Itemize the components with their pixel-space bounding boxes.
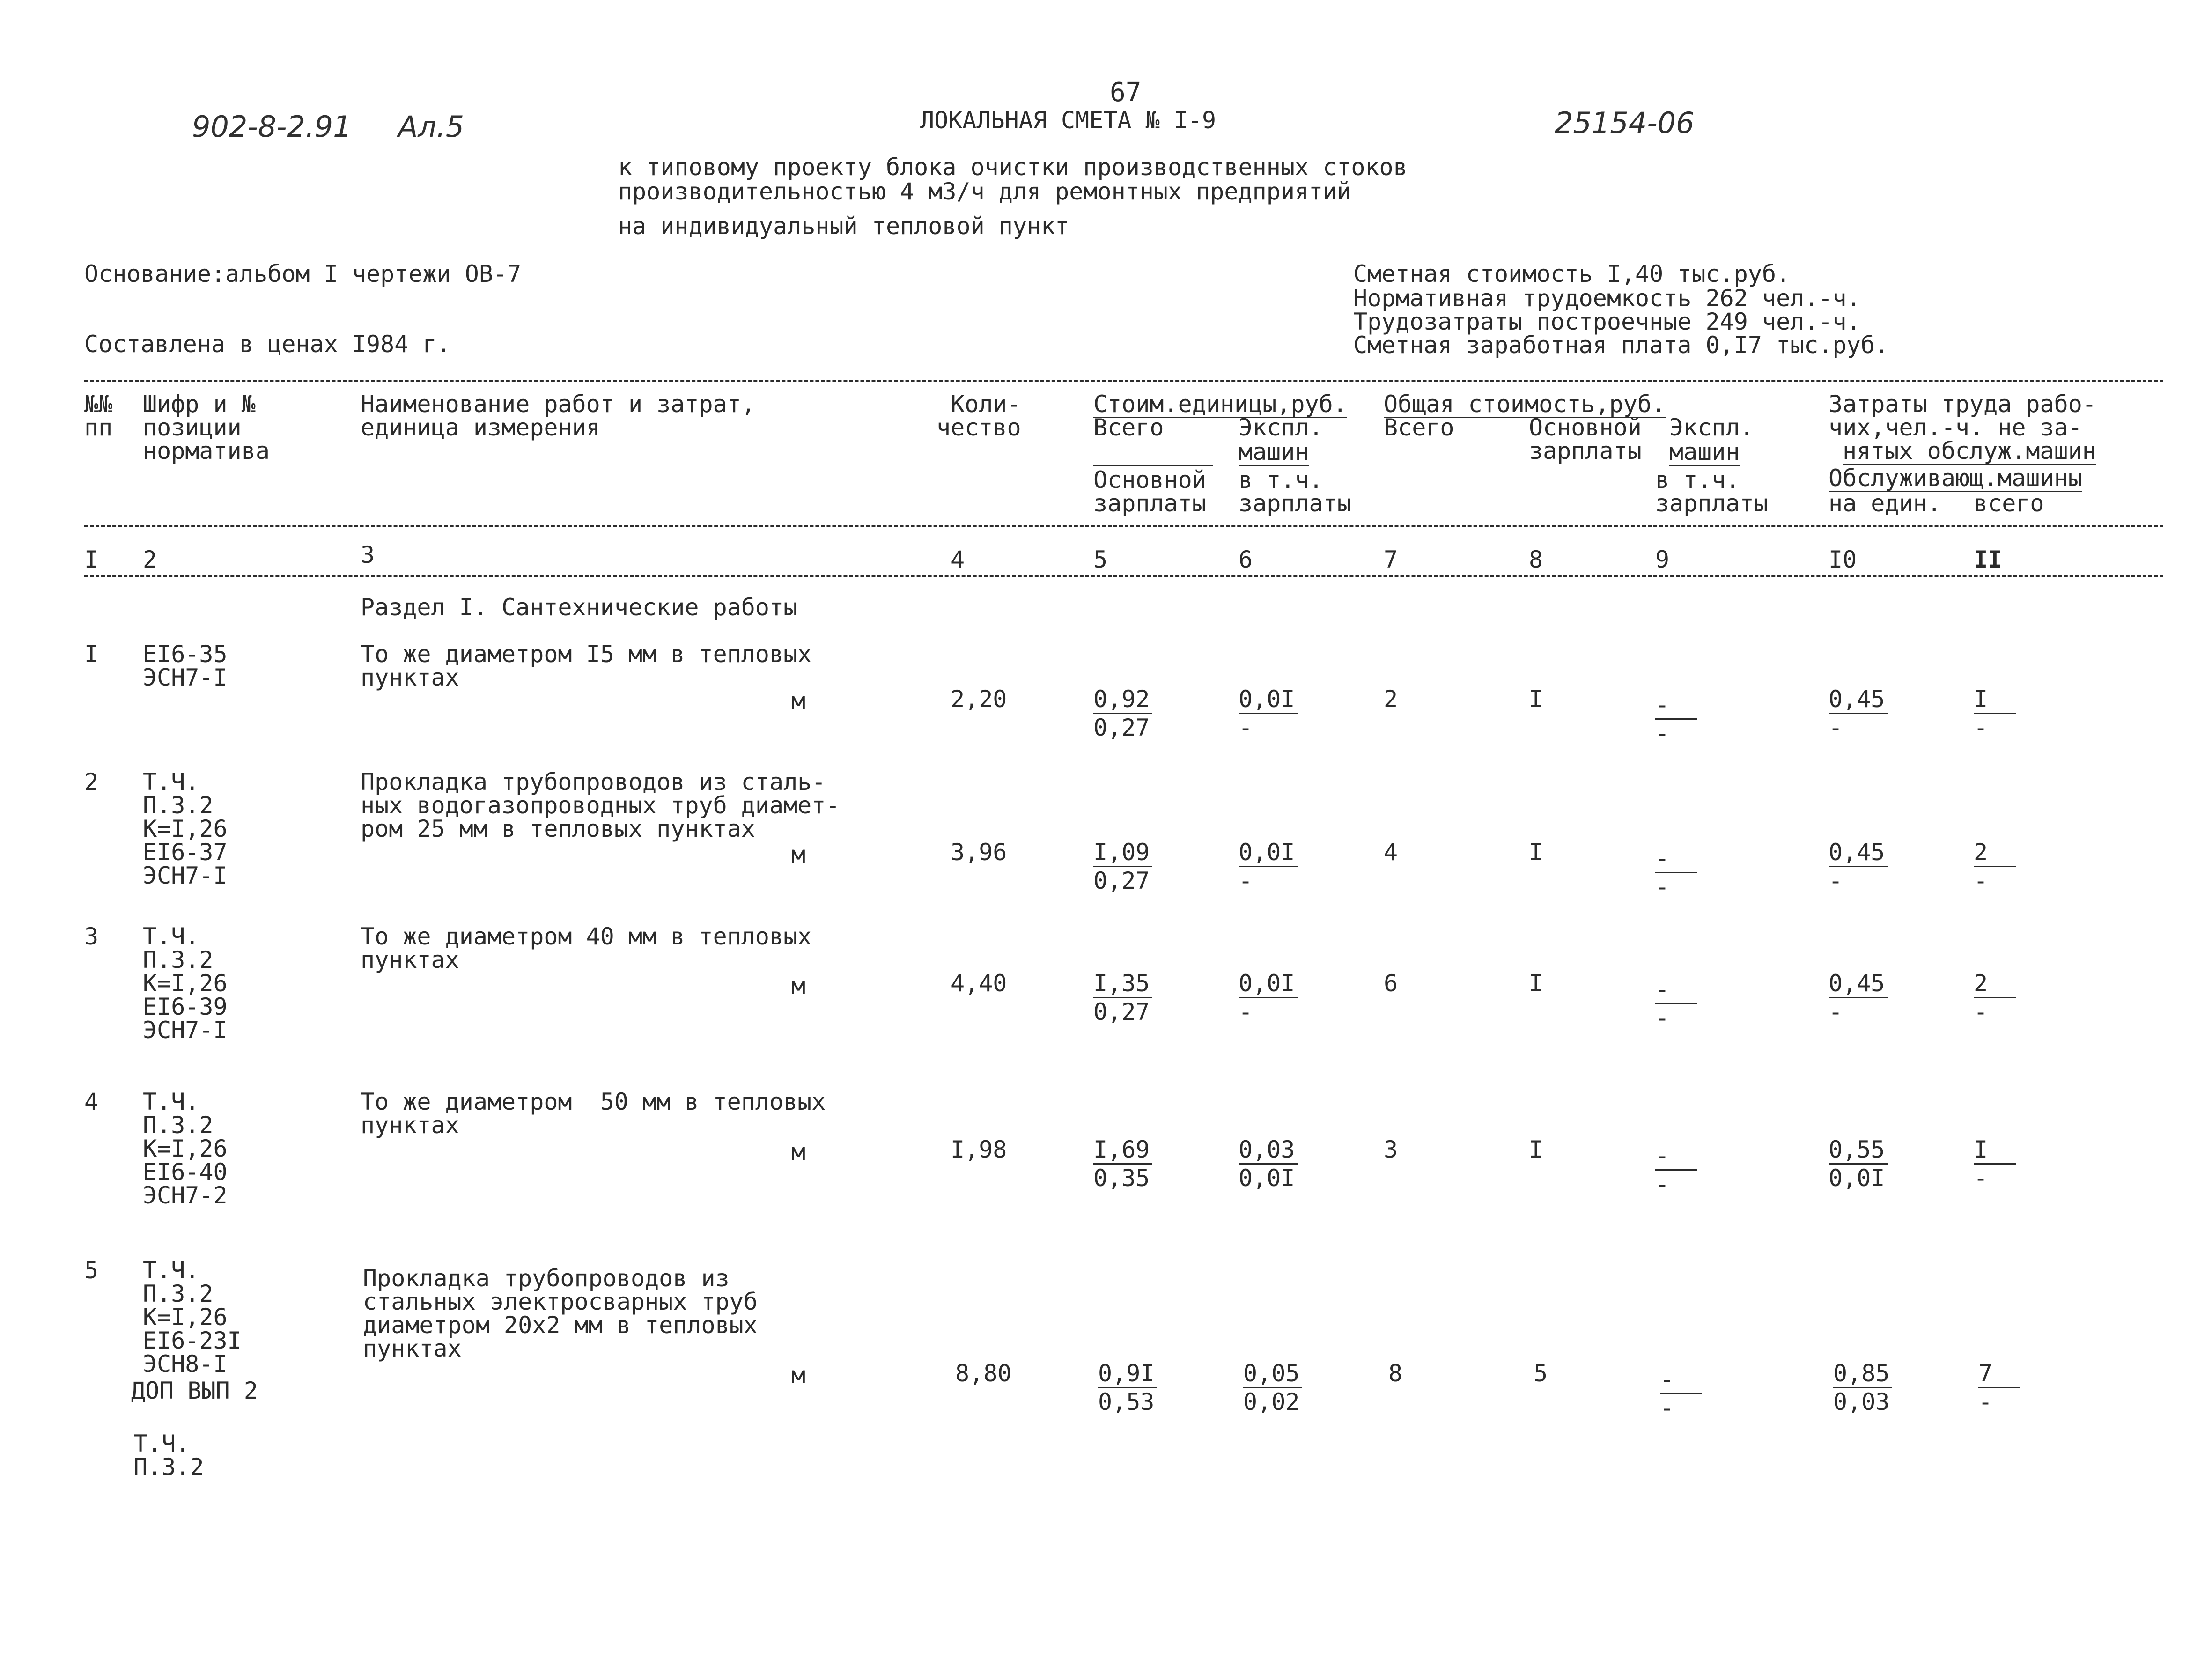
row-qty: 3,96: [951, 839, 1007, 866]
section-title: Раздел I. Сантехнические работы: [361, 594, 798, 621]
row-total-salary: I: [1529, 686, 1543, 713]
header-total-cost-group: Общая стоимость,руб.: [1384, 391, 1666, 418]
header-labor-total: всего: [1974, 490, 2044, 517]
row-code-line: Т.Ч.: [143, 1257, 199, 1284]
document-title: ЛОКАЛЬНАЯ СМЕТА № I-9: [920, 107, 1217, 134]
row-total-machine: - -: [1655, 1144, 1697, 1196]
row-labor-total: 7 -: [1978, 1362, 2020, 1414]
row-name-line: Прокладка трубопроводов из: [363, 1265, 730, 1292]
row-total-salary: I: [1529, 839, 1543, 866]
document-code: 902-8-2.91: [192, 110, 352, 144]
row-labor-unit: $\frac{0,85}{0,03}$: [1833, 1362, 1892, 1414]
row-unit-machine: $\frac{0,03}{0,0I}$: [1239, 1138, 1298, 1190]
row-unit-machine: 0,0I -: [1239, 972, 1298, 1024]
row-labor-unit: 0,45 -: [1829, 841, 1888, 892]
row-total-machine: - -: [1655, 847, 1697, 899]
row-unit: м: [791, 687, 806, 715]
subtitle-line-3: на индивидуальный тепловой пункт: [618, 213, 1069, 240]
row-unit: м: [791, 972, 806, 999]
row-code-line: ЭСН7-2: [143, 1182, 228, 1209]
row-code-line: EI6-40: [143, 1158, 228, 1186]
row-code-line: EI6-23I: [143, 1327, 242, 1354]
row-total: 6: [1384, 970, 1398, 997]
row-unit: м: [791, 1138, 806, 1165]
row-code-line: П.3.2: [143, 1112, 214, 1139]
header-unit-machine-salary-2: зарплаты: [1239, 490, 1351, 517]
summary-line-1: Сметная стоимость I,40 тыс.руб.: [1353, 260, 1791, 288]
row-labor-unit: 0,45 -: [1829, 687, 1888, 739]
row-code-line: Т.Ч.: [143, 923, 199, 950]
header-unit-machine-1: Экспл.: [1239, 414, 1323, 441]
row-name-line: пунктах: [361, 946, 459, 973]
row-name-line: пунктах: [361, 664, 459, 691]
row-unit-cost: $\frac{0,92}{0,27}$: [1093, 687, 1152, 739]
table-top-divider: [84, 380, 2163, 382]
row-total-salary: I: [1529, 970, 1543, 997]
header-bottom-divider: [84, 525, 2163, 527]
row-code-line: Т.Ч.: [143, 768, 199, 796]
row-name-line: То же диаметром 50 мм в тепловых: [361, 1088, 826, 1115]
row-name-line: То же диаметром I5 мм в тепловых: [361, 641, 812, 668]
row-total-salary: I: [1529, 1136, 1543, 1163]
row-unit-machine: 0,0I -: [1239, 687, 1298, 739]
row-code-line: К=I,26: [143, 970, 228, 997]
row-code-line: К=I,26: [143, 815, 228, 842]
row-unit-machine: $\frac{0,05}{0,02}$: [1243, 1362, 1302, 1414]
row-total: 4: [1384, 839, 1398, 866]
row-qty: 8,80: [955, 1360, 1012, 1387]
header-unit-machine-salary-1: в т.ч.: [1239, 466, 1323, 494]
header-total-machine-salary-1: в т.ч.: [1655, 466, 1740, 494]
row-code-line: П.3.2: [143, 792, 214, 819]
row-name-line: пунктах: [361, 1112, 459, 1139]
basis-text: Основание:альбом I чертежи ОВ-7: [84, 260, 522, 288]
header-total-all: Всего: [1384, 414, 1454, 441]
row-number: 3: [84, 923, 99, 950]
summary-line-2: Нормативная трудоемкость 262 чел.-ч.: [1353, 285, 1861, 312]
row-total-machine: - -: [1655, 978, 1697, 1030]
row-unit-cost: $\frac{I,09}{0,27}$: [1093, 841, 1152, 892]
row-code-line: EI6-39: [143, 993, 228, 1020]
album-label: Ал.5: [398, 110, 465, 144]
subtitle-line-1: к типовому проекту блока очистки производственных стоков: [618, 154, 1408, 181]
row-unit: м: [791, 1362, 806, 1389]
row-total: 8: [1388, 1360, 1403, 1387]
row-labor-unit: 0,45 -: [1829, 972, 1888, 1024]
header-total-base-2: зарплаты: [1529, 437, 1642, 465]
subtitle-line-2: производительностью 4 м3/ч для ремонтных предприятий: [618, 178, 1351, 205]
header-labor-serv: Обслуживающ.машины: [1829, 465, 2082, 492]
row-number: I: [84, 641, 99, 668]
header-unit-machine-2: машин: [1239, 438, 1309, 465]
header-total-base-1: Основной: [1529, 414, 1642, 441]
row-name-line: пунктах: [363, 1335, 462, 1362]
row-unit: м: [791, 841, 806, 868]
row-unit-machine: 0,0I -: [1239, 841, 1298, 892]
row-code-line: ЭСН7-I: [143, 664, 228, 691]
row-code-line: EI6-37: [143, 839, 228, 866]
row-name-line: стальных электросварных труб: [363, 1288, 758, 1315]
row-number: 4: [84, 1088, 99, 1115]
row-unit-cost: $\frac{0,9I}{0,53}$: [1098, 1362, 1157, 1414]
header-total-machine-1: Экспл.: [1669, 414, 1754, 441]
row-labor-total: I -: [1974, 687, 2016, 739]
header-unit-base-salary-1: Основной: [1093, 466, 1206, 494]
row-total-salary: 5: [1534, 1360, 1548, 1387]
row-labor-unit: $\frac{0,55}{0,0I}$: [1829, 1138, 1888, 1190]
header-unit-cost-group: Стоим.единицы,руб.: [1093, 391, 1347, 418]
header-unit-base-salary-2: зарплаты: [1093, 490, 1206, 517]
row-total: 3: [1384, 1136, 1398, 1163]
row-unit-cost: $\frac{I,35}{0,27}$: [1093, 972, 1152, 1024]
row-code-line: EI6-35: [143, 641, 228, 668]
row-name-line: ных водогазопроводных труб диамет-: [361, 792, 840, 819]
row-labor-total: I -: [1974, 1138, 2016, 1190]
row-qty: I,98: [951, 1136, 1007, 1163]
row-code-line: К=I,26: [143, 1135, 228, 1162]
column-number-divider: [84, 575, 2163, 577]
header-total-machine-salary-2: зарплаты: [1655, 490, 1768, 517]
page-number: 67: [1110, 77, 1142, 108]
row-qty: 2,20: [951, 686, 1007, 713]
row-name-line: То же диаметром 40 мм в тепловых: [361, 923, 812, 950]
summary-line-3: Трудозатраты построечные 249 чел.-ч.: [1353, 308, 1861, 335]
row-name-line: Прокладка трубопроводов из сталь-: [361, 768, 826, 796]
row-code-line: ЭСН7-I: [143, 1017, 228, 1044]
row-qty: 4,40: [951, 970, 1007, 997]
row-labor-total: 2 -: [1974, 841, 2016, 892]
row-total-machine: - -: [1655, 693, 1697, 745]
header-labor-per-unit: на един.: [1829, 490, 1941, 517]
row-number: 2: [84, 768, 99, 796]
summary-line-4: Сметная заработная плата 0,I7 тыс.руб.: [1353, 332, 1889, 359]
row-name-line: диаметром 20х2 мм в тепловых: [363, 1312, 758, 1339]
price-basis-text: Составлена в ценах I984 г.: [84, 331, 451, 358]
row-total-machine: - -: [1660, 1368, 1702, 1420]
row-code-line: Т.Ч.: [143, 1088, 199, 1115]
row-code-line: П.3.2: [143, 946, 214, 973]
row-code-line: П.3.2: [143, 1280, 214, 1307]
header-unit-total: Всего: [1093, 414, 1164, 441]
row-code-line: ЭСН7-I: [143, 862, 228, 889]
row-code-line: ЭСН8-I: [143, 1350, 228, 1378]
row-labor-total: 2 -: [1974, 972, 2016, 1024]
row-name-line: ром 25 мм в тепловых пунктах: [361, 815, 755, 842]
row-code-line: К=I,26: [143, 1304, 228, 1331]
header-unit-total-rule: [1093, 465, 1213, 466]
row-unit-cost: $\frac{I,69}{0,35}$: [1093, 1138, 1152, 1190]
handwritten-number: 25154-06: [1555, 106, 1695, 140]
row-total: 2: [1384, 686, 1398, 713]
header-total-machine-2: машин: [1669, 438, 1740, 465]
row-number: 5: [84, 1257, 99, 1284]
row-code-line: ДОП ВЫП 2: [131, 1377, 258, 1404]
